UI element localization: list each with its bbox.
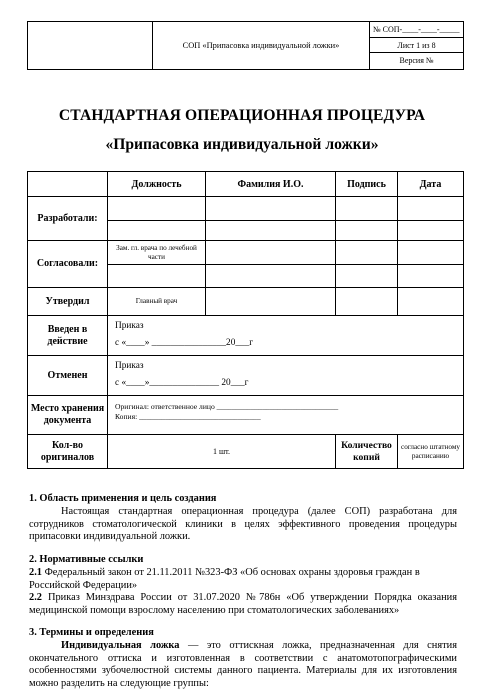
approved-position: Главный врач [108, 288, 206, 316]
introduced-cell [108, 316, 464, 356]
header-logo-cell [28, 22, 153, 69]
copies-label: Количество копий [336, 435, 398, 469]
header-sop-number: № СОП-____-____-_____ [370, 22, 463, 38]
storage-original: Оригинал: ответственное лицо ________________________________ [115, 402, 339, 411]
section-1-text: Настоящая стандартная операционная процедура (далее СОП) разработана для сотрудников стоматологической клиники в целях эффективного проведения процедуры припасовки индивидуальной ложки. [29, 506, 457, 543]
cancelled-label: Отменен [28, 356, 108, 396]
section-2-1-number: 2.1 [29, 567, 42, 578]
section-1-title: 1. Область применения и цель создания [29, 493, 217, 504]
document-subtitle: «Припасовка индивидуальной ложки» [105, 136, 379, 153]
introduced-order-word: Приказ [115, 321, 144, 331]
table-row [28, 435, 464, 469]
cancelled-order-line: с «____»_______________ 20___г [115, 378, 249, 388]
header-signature: Подпись [336, 172, 398, 197]
header-sheet: Лист 1 из 8 [370, 38, 463, 54]
table-row [28, 288, 464, 316]
document-header [27, 21, 464, 70]
section-2-2-text: Приказ Минздрава России от 31.07.2020 №786н «Об утверждении Порядка оказания медицинской помощи взрослому населению при стоматологических заболеваниях» [29, 592, 457, 616]
table-header-row [28, 172, 464, 197]
introduced-order-line: с «____» ________________20___г [115, 338, 254, 348]
table-row [28, 241, 464, 265]
section-3-definition: — это оттискная ложка, предназначенная для снятия окончательного оттиска и изготовленная в соответствии с анатомотопографическими особенностями зубочелюстной системы данного пациента. Материалы для их изготовления можно разделить на следующие группы: [29, 640, 457, 689]
section-2-2-number: 2.2 [29, 592, 42, 603]
document-title: СТАНДАРТНАЯ ОПЕРАЦИОННАЯ ПРОЦЕДУРА [58, 107, 426, 124]
section-2-1 [29, 567, 457, 592]
introduced-label: Введен в действие [28, 316, 108, 356]
approved-label: Утвердил [28, 288, 108, 316]
section-3-term: Индивидуальная ложка [61, 640, 180, 651]
agreed-position: Зам. гл. врача по лечебной части [108, 241, 206, 265]
section-2-2 [29, 592, 457, 617]
header-meta [370, 22, 463, 69]
header-name: Фамилия И.О. [206, 172, 336, 197]
header-position: Должность [108, 172, 206, 197]
agreed-label: Согласовали: [28, 241, 108, 288]
section-2-1-text: Федеральный закон от 21.11.2011 №323-ФЗ «Об основах охраны здоровья граждан в Российской Федерации» [29, 567, 420, 591]
table-row [28, 197, 464, 221]
header-version: Версия № [399, 56, 434, 66]
storage-copy: Копия: ________________________________ [115, 412, 261, 421]
table-row [28, 396, 464, 435]
header-date: Дата [398, 172, 464, 197]
cancelled-order-word: Приказ [115, 361, 144, 371]
copies-value: согласно штатному расписанию [398, 435, 464, 469]
section-3-title: 3. Термины и определения [29, 627, 154, 638]
cancelled-cell [108, 356, 464, 396]
originals-label: Кол-во оригиналов [28, 435, 108, 469]
originals-value: 1 шт. [108, 435, 336, 469]
table-row [28, 356, 464, 396]
storage-label: Место хранения документа [28, 396, 108, 435]
section-3-text [29, 640, 457, 690]
approval-table [27, 171, 464, 469]
storage-cell [108, 396, 464, 435]
section-2-title: 2. Нормативные ссылки [29, 554, 144, 565]
header-sop-title: СОП «Припасовка индивидуальной ложки» [153, 22, 370, 69]
developed-label: Разработали: [28, 197, 108, 241]
table-row [28, 316, 464, 356]
